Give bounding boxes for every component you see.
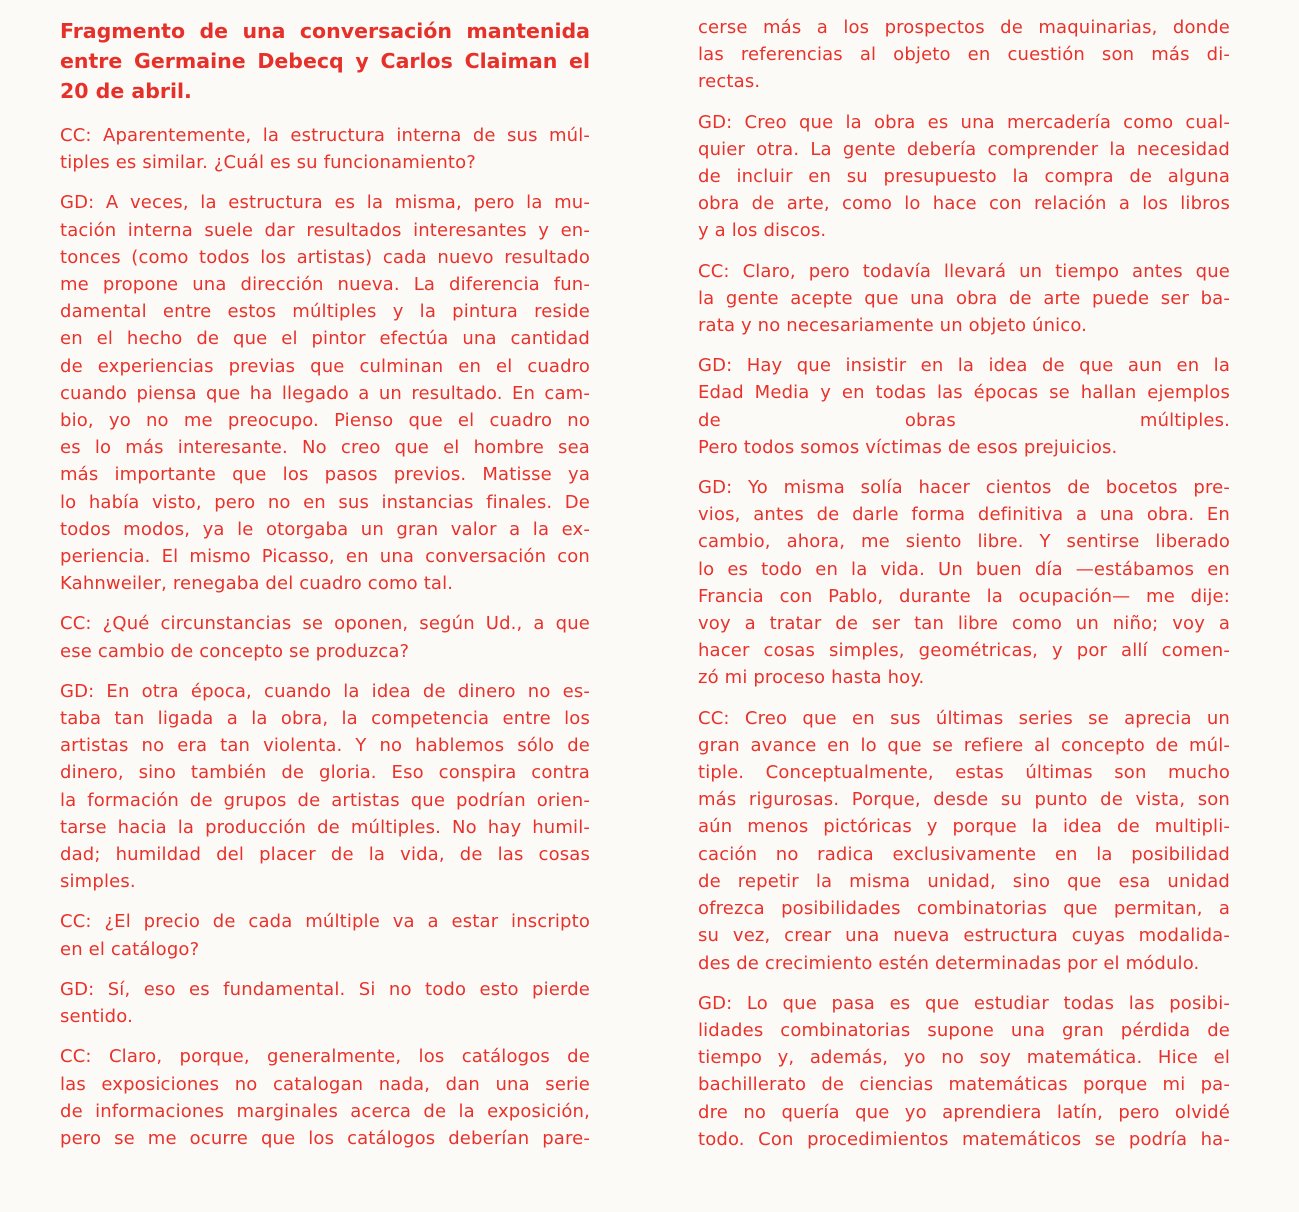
left-column (60, 0, 590, 1165)
text-line: de experiencias previas que culminan en el cuadro (60, 355, 590, 377)
text-line: cambio, ahora, me siento libre. Y sentirse liberado (698, 531, 1230, 553)
text-line: cuando piensa que ha llegado a un resultado. En cam- (60, 382, 590, 404)
text-line: más rigurosas. Porque, desde su punto de vista, son (698, 789, 1230, 811)
text-line: ofrezca posibilidades combinatorias que permitan, a (698, 898, 1230, 920)
dialogue-paragraph (60, 678, 590, 896)
text-line: en el hecho de que el pintor efectúa una cantidad (60, 328, 590, 350)
text-line: damental entre estos múltiples y la pintura reside (60, 301, 590, 323)
text-line: quier otra. La gente debería comprender la necesidad (698, 138, 1230, 160)
dialogue-paragraph (60, 122, 590, 176)
text-line: es lo más interesante. No creo que el hombre sea (60, 437, 590, 459)
text-line: pero se me ocurre que los catálogos deberían pare- (60, 1127, 590, 1149)
text-line: periencia. El mismo Picasso, en una conversación con (60, 546, 590, 568)
text-line: en el catálogo? (60, 938, 200, 960)
dialogue-paragraph (698, 705, 1230, 977)
text-line: tonces (como todos los artistas) cada nuevo resultado (60, 246, 590, 268)
text-line: bio, yo no me preocupo. Pienso que el cuadro no (60, 410, 590, 432)
text-line: me propone una dirección nueva. La diferencia fun- (60, 274, 590, 296)
text-line: las referencias al objeto en cuestión son más di- (698, 44, 1230, 66)
text-line: su vez, crear una nueva estructura cuyas modalida- (698, 925, 1230, 947)
text-line: zó mi proceso hasta hoy. (698, 667, 925, 689)
text-line: las exposiciones no catalogan nada, dan una serie (60, 1073, 590, 1095)
text-line: dad; humildad del placer de la vida, de las cosas (60, 844, 590, 866)
text-line: todos modos, ya le otorgaba un gran valor a la ex- (60, 518, 590, 540)
text-line: CC: Creo que en sus últimas series se aprecia un (698, 707, 1230, 729)
right-paragraphs (698, 14, 1230, 1153)
text-line: cerse más a los prospectos de maquinarias, donde (698, 17, 1230, 38)
dialogue-paragraph (60, 189, 590, 597)
dialogue-paragraph (698, 352, 1230, 461)
text-line: dinero, sino también de gloria. Eso conspira contra (60, 762, 590, 784)
text-line: bachillerato de ciencias matemáticas porque mi pa- (698, 1074, 1230, 1096)
text-line: CC: Claro, porque, generalmente, los catálogos de (60, 1046, 590, 1068)
text-line: artistas no era tan violenta. Y no hablemos sólo de (60, 735, 590, 757)
text-line: lidades combinatorias supone una gran pérdida de (698, 1019, 1230, 1041)
dialogue-paragraph (698, 990, 1230, 1153)
text-line: Francia con Pablo, durante la ocupación— me dije: (698, 585, 1230, 607)
dialogue-paragraph (60, 1043, 590, 1152)
text-line: GD: Creo que la obra es una mercadería como cual- (698, 111, 1230, 133)
text-line: des de crecimiento estén determinadas por el módulo. (698, 952, 1200, 974)
text-line: CC: ¿El precio de cada múltiple va a estar inscripto (60, 911, 590, 933)
text-line: GD: Hay que insistir en la idea de que aun en la (698, 355, 1230, 377)
text-line: GD: Sí, eso es fundamental. Si no todo esto pierde (60, 978, 590, 1000)
text-line: vios, antes de darle forma definitiva a una obra. En (698, 504, 1230, 526)
text-line: GD: Lo que pasa es que estudiar todas las posibi- (698, 992, 1230, 1014)
dialogue-paragraph (698, 109, 1230, 245)
text-line: simples. (60, 871, 136, 893)
text-line: aún menos pictóricas y porque la idea de multipli- (698, 816, 1230, 838)
text-line: Edad Media y en todas las épocas se hallan ejemplos (698, 382, 1230, 404)
text-line: la formación de grupos de artistas que podrían orien- (60, 789, 590, 811)
text-line: taba tan ligada a la obra, la competencia entre los (60, 708, 590, 730)
text-line: de incluir en su presupuesto la compra de alguna (698, 166, 1230, 188)
text-line: rectas. (698, 71, 761, 93)
text-line: de obras múltiples. (698, 409, 1230, 431)
text-line: la gente acepte que una obra de arte puede ser ba- (698, 287, 1230, 309)
dialogue-paragraph (60, 610, 590, 664)
text-line: obra de arte, como lo hace con relación a los libros (698, 193, 1230, 215)
text-line: tarse hacia la producción de múltiples. No hay humil- (60, 816, 590, 838)
dialogue-paragraph (698, 474, 1230, 692)
document-title: Fragmento de una conversación mantenida entre Germaine Debecq y Carlos Claiman el 20 de abril. (60, 19, 590, 103)
text-line: tación interna suele dar resultados interesantes y en- (60, 219, 590, 241)
left-paragraphs (60, 122, 590, 1152)
text-line: ese cambio de concepto se produzca? (60, 640, 410, 662)
dialogue-paragraph (698, 258, 1230, 340)
dialogue-paragraph (60, 908, 590, 962)
text-line: CC: Aparentemente, la estructura interna de sus múl- (60, 125, 590, 146)
right-column (698, 0, 1230, 1166)
text-line: tiples es similar. ¿Cuál es su funcionamiento? (60, 152, 476, 174)
text-line: de informaciones marginales acerca de la exposición, (60, 1100, 590, 1122)
text-line: hacer cosas simples, geométricas, y por allí comen- (698, 640, 1230, 662)
text-line: voy a tratar de ser tan libre como un niño; voy a (698, 613, 1230, 635)
text-line: dre no quería que yo aprendiera latín, pero olvidé (698, 1101, 1230, 1123)
text-line: de repetir la misma unidad, sino que esa unidad (698, 870, 1230, 892)
text-line: más importante que los pasos previos. Matisse ya (60, 464, 590, 486)
text-line: CC: Claro, pero todavía llevará un tiempo antes que (698, 260, 1230, 282)
dialogue-paragraph (698, 14, 1230, 96)
text-line: tiple. Conceptualmente, estas últimas son mucho (698, 762, 1230, 784)
text-line: cación no radica exclusivamente en la posibilidad (698, 843, 1230, 865)
dialogue-paragraph (60, 976, 590, 1030)
text-line: CC: ¿Qué circunstancias se oponen, según Ud., a que (60, 613, 590, 635)
text-line: Pero todos somos víctimas de esos prejuicios. (698, 436, 1118, 458)
text-line: GD: A veces, la estructura es la misma, pero la mu- (60, 192, 590, 214)
text-line: rata y no necesariamente un objeto único. (698, 315, 1088, 337)
text-line: tiempo y, además, yo no soy matemática. Hice el (698, 1047, 1230, 1069)
text-line: sentido. (60, 1006, 133, 1028)
text-line: GD: Yo misma solía hacer cientos de bocetos pre- (698, 477, 1230, 499)
text-line: lo había visto, pero no en sus instancias finales. De (60, 491, 590, 513)
text-line: lo es todo en la vida. Un buen día —estábamos en (698, 558, 1230, 580)
text-line: GD: En otra época, cuando la idea de dinero no es- (60, 680, 590, 702)
text-line: todo. Con procedimientos matemáticos se podría ha- (698, 1128, 1230, 1150)
text-line: gran avance en lo que se refiere al concepto de múl- (698, 734, 1230, 756)
text-line: y a los discos. (698, 220, 827, 242)
text-line: Kahnweiler, renegaba del cuadro como tal. (60, 573, 454, 595)
